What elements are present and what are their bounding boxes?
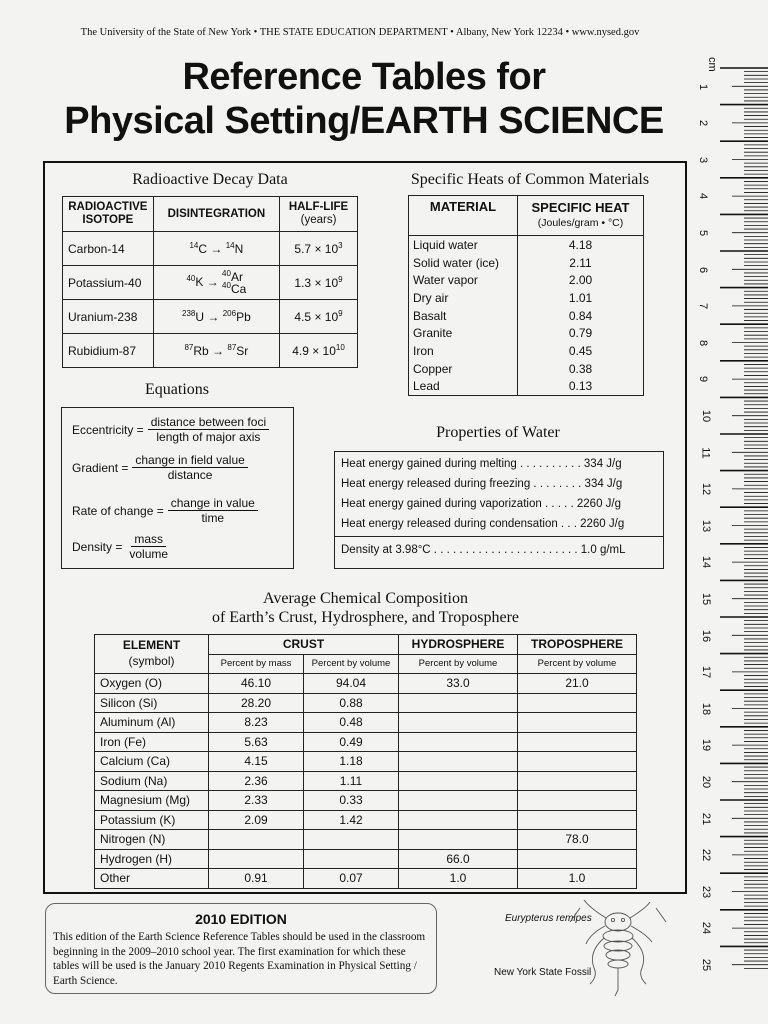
composition-row bbox=[95, 693, 637, 713]
comp-sub-crust-volume: Percent by volume bbox=[304, 654, 399, 674]
heat-header-specific bbox=[518, 196, 644, 236]
comp-value: 94.04 bbox=[304, 674, 399, 694]
comp-value: 0.88 bbox=[304, 693, 399, 713]
ruler-ticks bbox=[698, 53, 768, 973]
composition-table bbox=[94, 634, 637, 889]
water-box bbox=[334, 451, 664, 569]
decay-row bbox=[63, 232, 358, 266]
heat-row bbox=[409, 254, 644, 272]
equation-row bbox=[72, 496, 258, 525]
comp-value bbox=[518, 791, 637, 811]
edition-box bbox=[45, 903, 437, 994]
heat-material: Granite bbox=[409, 324, 518, 342]
comp-value bbox=[518, 810, 637, 830]
comp-value: 2.36 bbox=[209, 771, 304, 791]
comp-value: 46.10 bbox=[209, 674, 304, 694]
decay-halflife: $5.7 \times 10^3$ bbox=[280, 232, 358, 266]
comp-sub-tropo-volume: Percent by volume bbox=[518, 654, 637, 674]
decay-row bbox=[63, 266, 358, 300]
fossil-name: Eurypterus remipes bbox=[505, 913, 592, 924]
comp-value: 66.0 bbox=[399, 849, 518, 869]
comp-value bbox=[304, 830, 399, 850]
comp-value: 8.23 bbox=[209, 713, 304, 733]
decay-disintegration: $^{40}$K → $^{40}$Ar $^{40}$Ca bbox=[153, 266, 279, 300]
equation-label: Eccentricity = bbox=[72, 422, 144, 437]
water-condensation: Heat energy released during condensation . . . 2260 J/g bbox=[341, 518, 625, 530]
comp-value: 28.20 bbox=[209, 693, 304, 713]
comp-value bbox=[518, 713, 637, 733]
comp-value: 1.18 bbox=[304, 752, 399, 772]
comp-element: Magnesium (Mg) bbox=[95, 791, 209, 811]
page-title-line-1: Reference Tables for bbox=[182, 56, 546, 98]
ruler-number: 2 bbox=[697, 120, 710, 127]
comp-value: 1.0 bbox=[399, 869, 518, 889]
comp-element: Hydrogen (H) bbox=[95, 849, 209, 869]
comp-value: 0.91 bbox=[209, 869, 304, 889]
cm-ruler bbox=[698, 53, 768, 973]
comp-value bbox=[518, 693, 637, 713]
decay-halflife: $4.9 \times 10^{10}$ bbox=[280, 334, 358, 368]
equations-title: Equations bbox=[145, 381, 209, 398]
composition-row bbox=[95, 791, 637, 811]
heat-material: Water vapor bbox=[409, 271, 518, 289]
ruler-number: 10 bbox=[700, 409, 713, 423]
comp-value bbox=[518, 771, 637, 791]
equation-label: Density = bbox=[72, 539, 123, 554]
heat-title: Specific Heats of Common Materials bbox=[410, 171, 650, 188]
equation-denominator: time bbox=[201, 511, 225, 525]
heat-row bbox=[409, 378, 644, 396]
decay-halflife: $4.5 \times 10^9$ bbox=[280, 300, 358, 334]
comp-value bbox=[209, 830, 304, 850]
comp-value: 0.49 bbox=[304, 732, 399, 752]
comp-value bbox=[399, 713, 518, 733]
heat-row bbox=[409, 236, 644, 254]
comp-value: 33.0 bbox=[399, 674, 518, 694]
equation-row bbox=[72, 415, 269, 444]
heat-material: Copper bbox=[409, 360, 518, 378]
ruler-number: 17 bbox=[700, 666, 713, 679]
comp-header-crust: CRUST bbox=[209, 635, 399, 655]
equation-row bbox=[72, 532, 171, 561]
fossil-caption: New York State Fossil bbox=[494, 967, 592, 978]
comp-value: 2.33 bbox=[209, 791, 304, 811]
comp-value bbox=[518, 752, 637, 772]
decay-header-isotope: RADIOACTIVE ISOTOPE bbox=[63, 197, 154, 232]
ruler-number: 24 bbox=[700, 922, 713, 935]
ruler-number: 18 bbox=[700, 702, 713, 715]
equation-label: Gradient = bbox=[72, 460, 129, 475]
ruler-number: 25 bbox=[700, 958, 713, 972]
heat-header-unit: (Joules/gram • °C) bbox=[537, 217, 624, 229]
equation-numerator: change in value bbox=[168, 496, 258, 511]
comp-value: 21.0 bbox=[518, 674, 637, 694]
heat-value: 0.45 bbox=[518, 342, 644, 360]
water-density: Density at 3.98°C . . . . . . . . . . . . . . . . . . . . . . . 1.0 g/mL bbox=[341, 544, 626, 556]
heat-material: Lead bbox=[409, 378, 518, 396]
decay-disintegration: $^{238}$U → $^{206}$Pb bbox=[153, 300, 279, 334]
comp-value: 0.33 bbox=[304, 791, 399, 811]
comp-header-element bbox=[95, 635, 209, 674]
ruler-number: 1 bbox=[697, 83, 710, 90]
decay-isotope: Uranium-238 bbox=[63, 300, 154, 334]
ruler-number: 7 bbox=[697, 303, 710, 310]
decay-row bbox=[63, 334, 358, 368]
ruler-number: 8 bbox=[697, 339, 710, 346]
decay-disintegration: $^{14}$C → $^{14}$N bbox=[153, 232, 279, 266]
heat-row bbox=[409, 360, 644, 378]
comp-element: Potassium (K) bbox=[95, 810, 209, 830]
ruler-number: 19 bbox=[700, 739, 713, 752]
heat-value: 0.13 bbox=[518, 378, 644, 396]
equation-numerator: mass bbox=[131, 532, 166, 547]
equation-fraction bbox=[148, 415, 269, 444]
heat-material: Dry air bbox=[409, 289, 518, 307]
decay-table bbox=[62, 196, 358, 368]
ruler-number: 3 bbox=[697, 156, 710, 163]
water-title: Properties of Water bbox=[436, 424, 560, 441]
ruler-number: 4 bbox=[697, 193, 710, 200]
comp-value: 2.09 bbox=[209, 810, 304, 830]
heat-material: Iron bbox=[409, 342, 518, 360]
comp-value: 0.48 bbox=[304, 713, 399, 733]
ruler-unit: cm bbox=[706, 57, 718, 72]
heat-row bbox=[409, 324, 644, 342]
heat-material: Solid water (ice) bbox=[409, 254, 518, 272]
ruler-number: 14 bbox=[700, 556, 713, 569]
decay-row bbox=[63, 300, 358, 334]
decay-header-halflife bbox=[280, 197, 358, 232]
heat-row bbox=[409, 289, 644, 307]
comp-value: 4.15 bbox=[209, 752, 304, 772]
decay-header-halflife-label: HALF-LIFE bbox=[288, 201, 349, 213]
ruler-number: 13 bbox=[700, 519, 713, 532]
composition-row bbox=[95, 810, 637, 830]
ruler-number: 15 bbox=[700, 592, 713, 606]
heat-table bbox=[408, 195, 644, 396]
ruler-number: 6 bbox=[697, 266, 710, 273]
heat-value: 2.11 bbox=[518, 254, 644, 272]
heat-row bbox=[409, 307, 644, 325]
composition-row bbox=[95, 869, 637, 889]
comp-value bbox=[518, 732, 637, 752]
ruler-number: 12 bbox=[700, 483, 713, 496]
equation-row bbox=[72, 453, 248, 482]
comp-element: Sodium (Na) bbox=[95, 771, 209, 791]
page-title-line-2: Physical Setting/EARTH SCIENCE bbox=[64, 100, 664, 142]
equation-denominator: distance bbox=[167, 468, 213, 482]
ruler-number: 23 bbox=[700, 885, 713, 898]
comp-sub-crust-mass: Percent by mass bbox=[209, 654, 304, 674]
equation-fraction bbox=[126, 532, 171, 561]
ruler-number: 11 bbox=[699, 446, 712, 459]
equation-denominator: volume bbox=[129, 547, 169, 561]
heat-value: 1.01 bbox=[518, 289, 644, 307]
comp-element: Oxygen (O) bbox=[95, 674, 209, 694]
comp-value bbox=[399, 830, 518, 850]
comp-header-element-label: ELEMENT bbox=[122, 638, 181, 652]
comp-value bbox=[518, 849, 637, 869]
edition-text: This edition of the Earth Science Reference Tables should be used in the classroom beginning in the 2009–2010 school year. The first examination for which these tables will be used is the January 2010 Regents Examination in Physical Setting / Earth Science. bbox=[53, 931, 426, 987]
decay-title: Radioactive Decay Data bbox=[132, 171, 288, 188]
equation-numerator: change in field value bbox=[132, 453, 247, 468]
edition-title: 2010 EDITION bbox=[195, 911, 287, 927]
heat-row bbox=[409, 271, 644, 289]
water-freezing: Heat energy released during freezing . . . . . . . . 334 J/g bbox=[341, 478, 623, 490]
equation-fraction bbox=[132, 453, 247, 482]
ruler-number: 22 bbox=[700, 849, 713, 862]
heat-material: Basalt bbox=[409, 307, 518, 325]
equation-label: Rate of change = bbox=[72, 503, 164, 518]
comp-value: 1.11 bbox=[304, 771, 399, 791]
ruler-number: 5 bbox=[697, 229, 710, 237]
water-divider bbox=[335, 536, 663, 537]
comp-value bbox=[399, 791, 518, 811]
comp-value bbox=[399, 810, 518, 830]
heat-value: 2.00 bbox=[518, 271, 644, 289]
water-vaporization: Heat energy gained during vaporization . . . . . 2260 J/g bbox=[341, 498, 622, 510]
composition-row bbox=[95, 674, 637, 694]
composition-row bbox=[95, 849, 637, 869]
comp-element: Other bbox=[95, 869, 209, 889]
comp-value bbox=[399, 752, 518, 772]
comp-element: Aluminum (Al) bbox=[95, 713, 209, 733]
decay-halflife: $1.3 \times 10^9$ bbox=[280, 266, 358, 300]
comp-header-symbol: (symbol) bbox=[128, 654, 175, 668]
heat-header-specific-label: SPECIFIC HEAT bbox=[531, 200, 630, 215]
comp-value bbox=[399, 693, 518, 713]
eurypterid-fossil-icon bbox=[560, 878, 680, 1018]
decay-isotope: Rubidium-87 bbox=[63, 334, 154, 368]
comp-value bbox=[399, 732, 518, 752]
composition-row bbox=[95, 771, 637, 791]
comp-value: 0.07 bbox=[304, 869, 399, 889]
decay-header-halflife-unit: (years) bbox=[300, 214, 337, 226]
comp-value bbox=[399, 771, 518, 791]
heat-header-material: MATERIAL bbox=[409, 196, 518, 236]
heat-value: 4.18 bbox=[518, 236, 644, 254]
composition-title-1: Average Chemical Composition bbox=[263, 590, 468, 607]
heat-value: 0.79 bbox=[518, 324, 644, 342]
comp-sub-hydro-volume: Percent by volume bbox=[399, 654, 518, 674]
decay-isotope: Potassium-40 bbox=[63, 266, 154, 300]
heat-row bbox=[409, 342, 644, 360]
comp-element: Nitrogen (N) bbox=[95, 830, 209, 850]
ruler-number: 20 bbox=[700, 775, 713, 789]
decay-disintegration: $^{87}$Rb → $^{87}$Sr bbox=[153, 334, 279, 368]
comp-value: 1.0 bbox=[518, 869, 637, 889]
composition-row bbox=[95, 713, 637, 733]
equation-denominator: length of major axis bbox=[156, 430, 261, 444]
heat-value: 0.38 bbox=[518, 360, 644, 378]
comp-value bbox=[304, 849, 399, 869]
heat-material: Liquid water bbox=[409, 236, 518, 254]
equation-numerator: distance between foci bbox=[148, 415, 269, 430]
comp-value bbox=[209, 849, 304, 869]
comp-value: 5.63 bbox=[209, 732, 304, 752]
comp-element: Iron (Fe) bbox=[95, 732, 209, 752]
decay-header-disintegration: DISINTEGRATION bbox=[153, 197, 279, 232]
composition-row bbox=[95, 830, 637, 850]
ruler-number: 16 bbox=[700, 629, 713, 642]
ruler-number: 9 bbox=[697, 376, 710, 383]
decay-isotope: Carbon-14 bbox=[63, 232, 154, 266]
heat-value: 0.84 bbox=[518, 307, 644, 325]
water-melting: Heat energy gained during melting . . . . . . . . . . 334 J/g bbox=[341, 458, 622, 470]
comp-value: 1.42 bbox=[304, 810, 399, 830]
comp-element: Silicon (Si) bbox=[95, 693, 209, 713]
equation-fraction bbox=[168, 496, 258, 525]
comp-header-hydrosphere: HYDROSPHERE bbox=[399, 635, 518, 655]
comp-element: Calcium (Ca) bbox=[95, 752, 209, 772]
comp-value: 78.0 bbox=[518, 830, 637, 850]
comp-header-troposphere: TROPOSPHERE bbox=[518, 635, 637, 655]
composition-title-2: of Earth’s Crust, Hydrosphere, and Troposphere bbox=[211, 609, 520, 626]
header-line: The University of the State of New York • THE STATE EDUCATION DEPARTMENT • Albany, New York 12234 • www.nysed.gov bbox=[80, 27, 640, 38]
composition-row bbox=[95, 752, 637, 772]
composition-row bbox=[95, 732, 637, 752]
equations-box bbox=[61, 407, 294, 569]
ruler-number: 21 bbox=[700, 812, 713, 825]
